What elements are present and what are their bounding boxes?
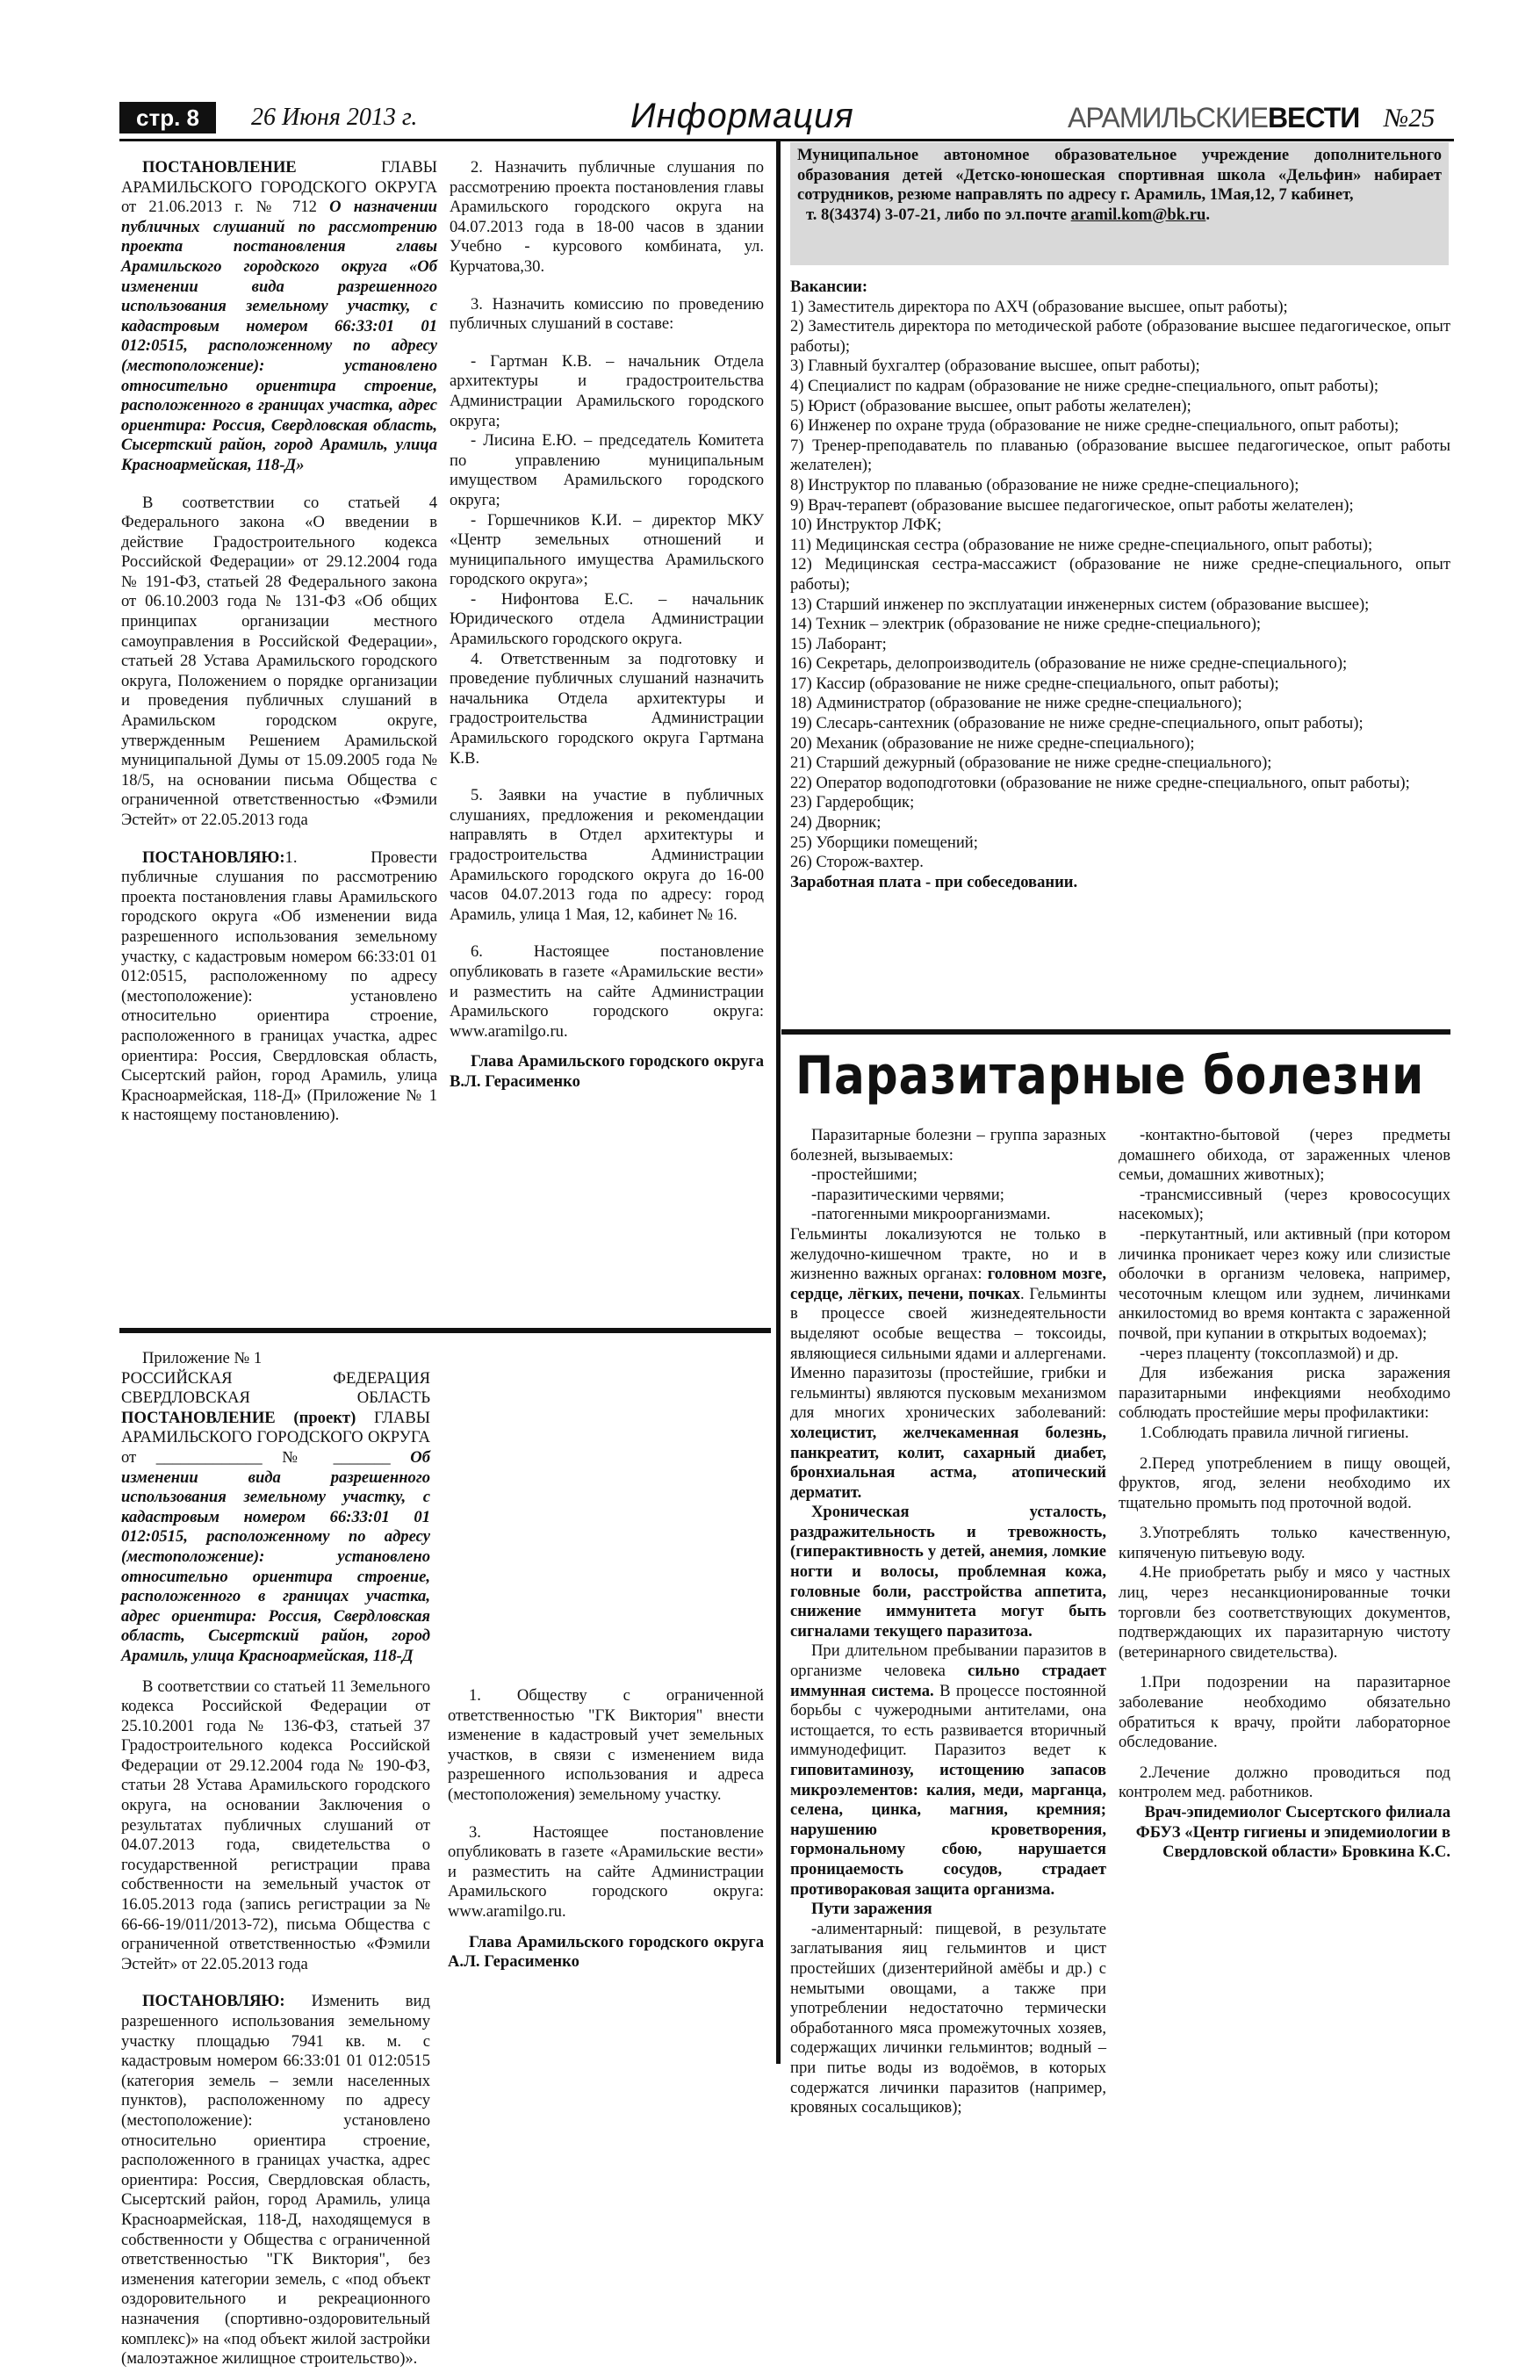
article-route: -через плаценту (токсоплазмой) и др. xyxy=(1140,1344,1399,1363)
vacancy-item: 2) Заместитель директора по методической работе (образование высшее педагогическое, опыт работы); xyxy=(790,317,1450,356)
vacancy-item: 26) Сторож-вахтер. xyxy=(790,853,924,872)
article-list-item: -патогенными микроорганизмами. xyxy=(811,1205,1051,1224)
article-route: -алиментарный: пищевой, в результате заглатывания яиц гельминтов и цист простейших (дизентерийной амёбы и др.) с немытыми овощами, а также при употреблении недостаточно термически обработанного мяса промежуточных хозяев, содержащих личинки гельминтов; водный – при питье воды из водоёмов, в которых содержатся личинки паразитов (например, кровяных сосальщиков); xyxy=(790,1919,1106,2117)
section-title: Информация xyxy=(630,97,854,135)
vacancy-item: 11) Медицинская сестра (образование не ниже средне-специального, опыт работы); xyxy=(790,535,1373,554)
vacancy-item: 16) Секретарь, делопроизводитель (образование не ниже средне-специального); xyxy=(790,654,1348,674)
section-divider xyxy=(119,1328,771,1333)
decree1-basis: В соответствии со статьей 4 Федерального закона «О введении в действие Градостроительного кодекса Российской Федерации» от 29.12.2004 года № 191-ФЗ, статьей 28 Федерального закона от 06.10.2003 года № 131-ФЗ «Об общих принципах организации местного самоуправления в Российской Федерации», статьей 28 Устава Арамильского городского округа, Положением о порядке организации и проведения публичных слушаний в Арамильском городском округе, утвержденным Решением Арамильской муниципальной Думы от 15.09.2005 года № 18/5, на основании письма Общества с ограниченной ответственностью «Фэмили Эстейт» от 22.05.2013 года xyxy=(121,493,437,829)
contact-email-link[interactable]: aramil.kom@bk.ru xyxy=(1070,205,1206,224)
vacancy-item: 23) Гардеробщик; xyxy=(790,793,915,812)
article-list-item: -простейшими; xyxy=(811,1165,918,1185)
issue-number: №25 xyxy=(1384,104,1436,133)
decree1-member: - Гартман К.В. – начальник Отдела архитектуры и градостроительства Администрации Арамильского городского округа; xyxy=(450,351,764,430)
article-route: -перкутантный, или активный (при котором личинка проникает через кожу или слизистые оболочки в организм человека, например, чесоточным клещом или зуднем, личинками анкилостомид во время контакта с зараженной почвой, при купании в открытых водоемах); xyxy=(1119,1224,1450,1343)
decree1-item6: 6. Настоящее постановление опубликовать в газете «Арамильские вести» и разместить на сайте Администрации Арамильского городского округа: www.aramilgo.ru. xyxy=(450,942,764,1041)
decree1-member: - Лисина Е.Ю. – председатель Комитета по управлению муниципальным имуществом Арамильского городского округа; xyxy=(450,431,764,509)
vacancy-item: 22) Оператор водоподготовки (образование не ниже средне-специального, опыт работы); xyxy=(790,773,1410,792)
decree2-col-b xyxy=(448,1669,764,1983)
article-col-b xyxy=(1119,1126,1450,1873)
job-announcement-box xyxy=(790,142,1449,265)
vacancy-item: 15) Лаборант; xyxy=(790,634,887,653)
article-step: 3.Употреблять только качественную, кипяченую питьевую воду. xyxy=(1119,1524,1450,1562)
article-headline: Паразитарные болезни xyxy=(795,1045,1425,1107)
article-step: 1.Соблюдать правила личной гигиены. xyxy=(1140,1423,1409,1442)
vacancy-item: 3) Главный бухгалтер (образование высшее, опыт работы); xyxy=(790,357,1200,376)
article-route: -трансмиссивный (через кровососущих насекомых); xyxy=(1119,1185,1450,1224)
article-top-rule xyxy=(781,1029,1450,1035)
vacancy-heading: Вакансии: xyxy=(790,278,868,296)
vacancy-item: 14) Техник – электрик (образование не ниже средне-специального); xyxy=(790,615,1262,634)
vacancy-item: 8) Инструктор по плаванью (образование не ниже средне-специального); xyxy=(790,475,1299,494)
article-prevention: Для избежания риска заражения паразитарными инфекциями необходимо соблюдать простейшие меры профилактики: xyxy=(1119,1364,1450,1423)
vacancy-item: 9) Врач-терапевт (образование высшее педагогическое, опыт работы желателен); xyxy=(790,495,1354,515)
decree1-signature: Глава Арамильского городского округа В.Л. Герасименко xyxy=(450,1052,764,1091)
decree2-resolve: ПОСТАНОВЛЯЮ: Изменить вид разрешенного использования земельному участку площадью 7941 кв. м. с кадастровым номером 66:33:01 01 012:0515 (категория земель – земли населенных пунктов), расположенному по адресу (местоположение): установлено относительно ориентира строение, расположенного в границах участка, адрес ориентира: Россия, Свердловская область, Сысертский район, город Арамиль, улица Красноармейская, 118-Д, находящемуся в собственности у Общества с ограниченной ответственностью "ГК Виктория", без изменения категории земель, с «под объект оздоровительного и рекреационного назначения (спортивно-оздоровительный комплекс)» на «под объект жилой застройки (малоэтажное жилищное строительство)». xyxy=(121,1992,430,2369)
article-step: 4.Не приобретать рыбу и мясо у частных лиц, через несанкционированные точки торговли без соответствующих документов, подтверждающих их паразитарную чистоту (ветеринарного свидетельства). xyxy=(1119,1563,1450,1662)
decree1-item2: 2. Назначить публичные слушания по рассмотрению проекта постановления главы Арамильского городского округа на 04.07.2013 года в 18-00 часов в здании Учебно - курсового комбината, ул. Курчатова,30. xyxy=(450,158,764,276)
decree1-col-b xyxy=(450,158,764,1103)
article-signature: Врач-эпидемиолог Сысертского филиала ФБУЗ «Центр гигиены и эпидемиологии в Свердловской области» Бровкина К.С. xyxy=(1135,1803,1450,1862)
decree1-title: ПОСТАНОВЛЕНИЕ ГЛАВЫ АРАМИЛЬСКОГО ГОРОДСКОГО ОКРУГА от 21.06.2013 г. № 712 О назначении публичных слушаний по рассмотрению проекта постановления главы Арамильского городского округа «Об изменении вида разрешенного использования земельному участку, с кадастровым номером 66:33:01 01 012:0515, расположенному по адресу (местоположение): установлено относительно ориентира строение, расположенного в границах участка, адрес ориентира: Россия, Свердловская область, Сысертский район, город Арамиль, улица Красноармейская, 118-Д» xyxy=(121,158,438,474)
decree1-member: - Горшечников К.И. – директор МКУ «Центр земельных отношений и муниципального имущества Арамильского городского округа»; xyxy=(450,510,764,589)
vacancy-item: 17) Кассир (образование не ниже средне-специального, опыт работы); xyxy=(790,674,1279,693)
job-intro: Муниципальное автономное образовательное учреждение дополнительного образования детей «Детско-юношеская спортивная школа «Дельфин» набирает сотрудников, резюме направлять по адресу г. Арамиль, 1Мая,12, 7 кабинет, xyxy=(797,146,1442,205)
decree2-basis: В соответствии со статьей 11 Земельного кодекса Российской Федерации от 25.10.2001 года № 136-ФЗ, статьей 37 Градостроительного кодекса Российской Федерации от 29.12.2004 года № 190-ФЗ, статьи 28 Устава Арамильского городского округа, на основании Заключения о результатах публичных слушаний от 04.07.2013 года, свидетельства о государственной регистрации права собственности на земельный участок от 16.05.2013 года (запись регистрации за № 66-66-19/011/2013-72), письма Общества с ограниченной ответственностью «Фэмили Эстейт» от 22.05.2013 года xyxy=(121,1677,430,1973)
article-step: 2.Перед употреблением в пищу овощей, фруктов, ягод, зелени необходимо их тщательно промыть под проточной водой. xyxy=(1119,1453,1450,1512)
newspaper-brand xyxy=(1068,102,1359,134)
decree1-member: - Нифонтова Е.С. – начальник Юридического отдела Администрации Арамильского городского округа. xyxy=(450,589,764,649)
decree2-signature: Глава Арамильского городского округа А.Л. Герасименко xyxy=(448,1932,764,1972)
vacancy-list xyxy=(790,278,1450,892)
article-col-a xyxy=(790,1126,1106,2118)
article-route: -контактно-бытовой (через предметы домашнего обихода, от зараженных членов семьи, домашних животных); xyxy=(1119,1126,1450,1185)
decree2-appendix-label: Приложение № 1 xyxy=(142,1349,263,1367)
vacancy-item: 10) Инструктор ЛФК; xyxy=(790,516,942,535)
salary-note: Заработная плата - при собеседовании. xyxy=(790,872,1078,891)
vacancy-item: 7) Тренер-преподаватель по плаванью (образование высшее педагогическое, опыт работы желателен); xyxy=(790,436,1450,475)
decree2-col-a xyxy=(121,1349,430,2380)
decree1-col-a xyxy=(121,158,437,1136)
vacancy-item: 18) Администратор (образование не ниже средне-специального); xyxy=(790,694,1242,713)
decree1-item4: 4. Ответственным за подготовку и проведение публичных слушаний назначить начальника Отдела архитектуры и градостроительства Администрации Арамильского городского округа Гартмана К.В. xyxy=(450,649,764,768)
decree1-resolve: ПОСТАНОВЛЯЮ:1. Провести публичные слушания по рассмотрению проекта постановления главы Арамильского городского округа «Об изменении вида разрешенного использования земельному участку, с кадастровым номером 66:33:01 01 012:0515, расположенному по адресу (местоположение): установлено относительно ориентира строение, расположенного в границах участка, адрес ориентира: Россия, Свердловская область, Сысертский район, город Арамиль, улица Красноармейская, 118-Д» (Приложение № 1 к настоящему постановлению). xyxy=(121,847,437,1125)
article-symptoms: Хроническая усталость, раздражительность и тревожность, (гиперактивность у детей, анемия, ломкие ногти и волосы, проблемная кожа, головные боли, расстройства аппетита, снижение иммунитета могут быть сигналами текущего паразитоза. xyxy=(790,1503,1106,1641)
brand-bold: ВЕСТИ xyxy=(1267,102,1360,133)
vacancy-item: 20) Механик (образование не ниже средне-специального); xyxy=(790,733,1195,753)
vacancy-item: 13) Старший инженер по эксплуатации инженерных систем (образование высшее); xyxy=(790,595,1370,614)
vacancy-item: 21) Старший дежурный (образование не ниже средне-специального); xyxy=(790,754,1272,773)
vacancy-item: 5) Юрист (образование высшее, опыт работы желателен); xyxy=(790,396,1191,415)
vacancy-item: 12) Медицинская сестра-массажист (образование не ниже средне-специального, опыт работы); xyxy=(790,555,1450,594)
vacancy-item: 1) Заместитель директора по АХЧ (образование высшее, опыт работы); xyxy=(790,297,1288,316)
article-intro: Паразитарные болезни – группа заразных болезней, вызываемых: xyxy=(790,1126,1106,1165)
article-step: 1.При подозрении на паразитарное заболевание необходимо обязательно обратиться к врачу, пройти лабораторное обследование. xyxy=(1119,1673,1450,1752)
decree2-item3: 3. Настоящее постановление опубликовать в газете «Арамильские вести» и разместить на сайте Администрации Арамильского городского округа: www.aramilgo.ru. xyxy=(448,1822,764,1921)
page-number: стр. 8 xyxy=(119,102,216,133)
decree1-item3: 3. Назначить комиссию по проведению публичных слушаний в составе: xyxy=(450,294,764,334)
article-step: 2.Лечение должно проводиться под контролем мед. работников. xyxy=(1119,1763,1450,1802)
article-helminths: Гельминты локализуются не только в желудочно-кишечном тракте, но и в жизненно важных органах: головном мозге, сердце, лёгких, печени, почках. Гельминты в процессе своей жизнедеятельности выделяют особые вещества – токсоиды, являющиеся сильными ядами и аллергенами. Именно паразитозы (простейшие, грибки и гельминты) являются пусковым механизмом для многих хронических заболеваний: холецистит, желчекаменная болезнь, панкреатит, колит, сахарный диабет, бронхиальная астма, атопический дерматит. xyxy=(790,1224,1106,1502)
page-header xyxy=(119,97,1454,141)
decree2-title: РОССИЙСКАЯ ФЕДЕРАЦИЯ СВЕРДЛОВСКАЯ ОБЛАСТЬ ПОСТАНОВЛЕНИЕ (проект) ГЛАВЫ АРАМИЛЬСКОГО ГОРОДСКОГО ОКРУГА от _____________ № _______ Об изменении вида разрешенного использования земельному участку, с кадастровым номером 66:33:01 01 012:0515, расположенному по адресу (местоположение): установлено относительно ориентира строение, расположенного в границах участка, адрес ориентира: Россия, Свердловская область, Сысертский район, город Арамиль, улица Красноармейская, 118-Д xyxy=(121,1368,431,1665)
issue-date: 26 Июня 2013 г. xyxy=(251,104,418,131)
job-contact: т. 8(34374) 3-07-21, либо по эл.почте aramil.kom@bk.ru. xyxy=(806,205,1210,224)
vacancy-item: 6) Инженер по охране труда (образование не ниже средне-специального, опыт работы); xyxy=(790,416,1400,436)
column-divider xyxy=(776,141,781,2064)
vacancy-item: 4) Специалист по кадрам (образование не ниже средне-специального, опыт работы); xyxy=(790,376,1379,395)
vacancy-item: 25) Уборщики помещений; xyxy=(790,833,978,852)
brand-light: АРАМИЛЬСКИЕ xyxy=(1068,102,1268,133)
article-list-item: -паразитическими червями; xyxy=(811,1185,1004,1204)
article-routes-heading: Пути заражения xyxy=(811,1900,932,1919)
decree2-item1: 1. Обществу с ограниченной ответственностью "ГК Виктория" внести изменение в кадастровый учет земельных участков, в связи с изменением вида разрешенного использования и адреса (местоположения) земельному участку. xyxy=(448,1686,764,1804)
vacancy-item: 24) Дворник; xyxy=(790,813,882,833)
article-immunity: При длительном пребывании паразитов в организме человека сильно страдает иммунная система. В процессе постоянной борьбы с чужеродными антителами, она истощается, то есть развивается вторичный иммунодефицит. Паразитоз ведет к гиповитаминозу, истощению запасов микроэлементов: калия, меди, марганца, селена, цинка, магния, кремния; нарушению кроветворения, гормональному сбою, нарушается проницаемость сосудов, страдает противораковая защита организма. xyxy=(790,1641,1106,1899)
vacancy-item: 19) Слесарь-сантехник (образование не ниже средне-специального, опыт работы); xyxy=(790,714,1364,733)
decree1-item5: 5. Заявки на участие в публичных слушаниях, предложения и рекомендации направлять в Отдел архитектуры и градостроительства Администрации Арамильского городского округа до 16-00 часов 04.07.2013 года по адресу: город Арамиль, улица 1 Мая, 12, кабинет № 16. xyxy=(450,786,764,924)
